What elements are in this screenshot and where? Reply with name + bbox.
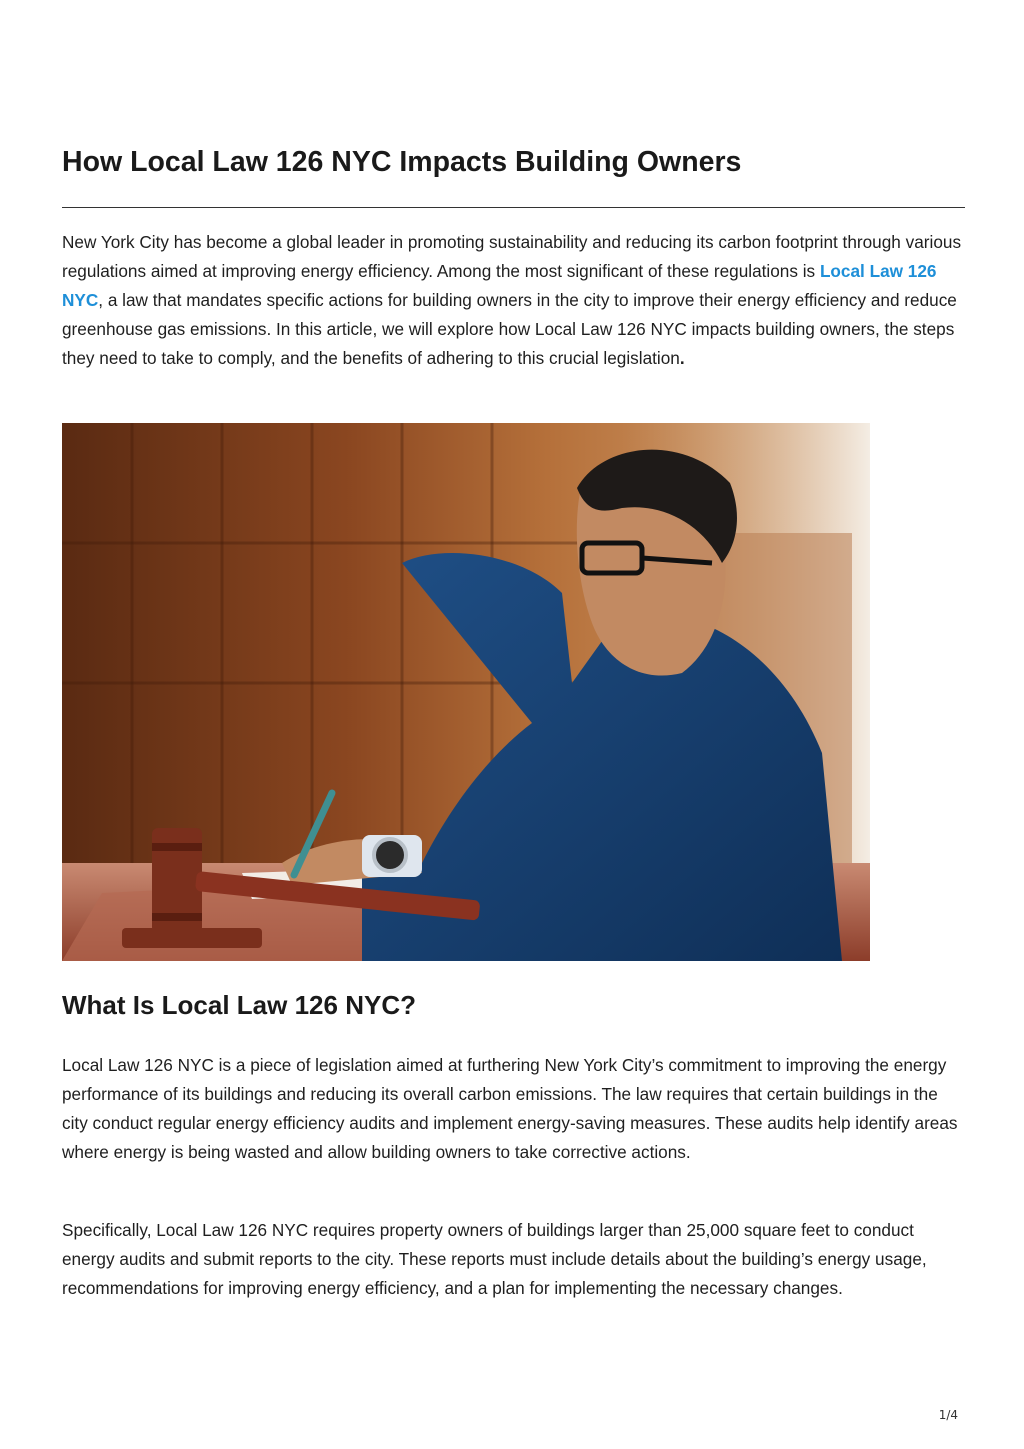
intro-end-mark: .	[679, 348, 685, 368]
intro-text-after-link: , a law that mandates specific actions for building owners in the city to improve their energy efficiency and reduce greenhouse gas emissions. In this article, we will explore how Local Law 126 NYC impacts building owners, the steps they need to take to comply, and the benefits of adhering to this crucial legislation	[62, 290, 957, 368]
article-photo	[62, 423, 870, 961]
title-divider	[62, 207, 965, 208]
intro-paragraph	[62, 228, 965, 373]
article-title: How Local Law 126 NYC Impacts Building Owners	[62, 146, 742, 178]
intro-text-before-link: New York City has become a global leader in promoting sustainability and reducing its carbon footprint through various regulations aimed at improving energy efficiency. Among the most significant of these regulations is	[62, 232, 962, 281]
local-law-126-link[interactable]: Local Law 126 NYC	[62, 261, 937, 310]
section-paragraph-1: Local Law 126 NYC is a piece of legislation aimed at furthering New York City’s commitment to improving the energy performance of its buildings and reducing its overall carbon emissions. The law requires that certain buildings in the city conduct regular energy efficiency audits and implement energy-saving measures. These audits help identify areas where energy is being wasted and allow building owners to take corrective actions.	[62, 1055, 958, 1162]
page-number: 1/4	[938, 1408, 958, 1422]
section-heading: What Is Local Law 126 NYC?	[62, 990, 416, 1020]
section-paragraph-2: Specifically, Local Law 126 NYC requires property owners of buildings larger than 25,000 square feet to conduct energy audits and submit reports to the city. These reports must include details about the building’s energy usage, recommendations for improving energy efficiency, and a plan for implementing the necessary changes.	[62, 1220, 927, 1298]
